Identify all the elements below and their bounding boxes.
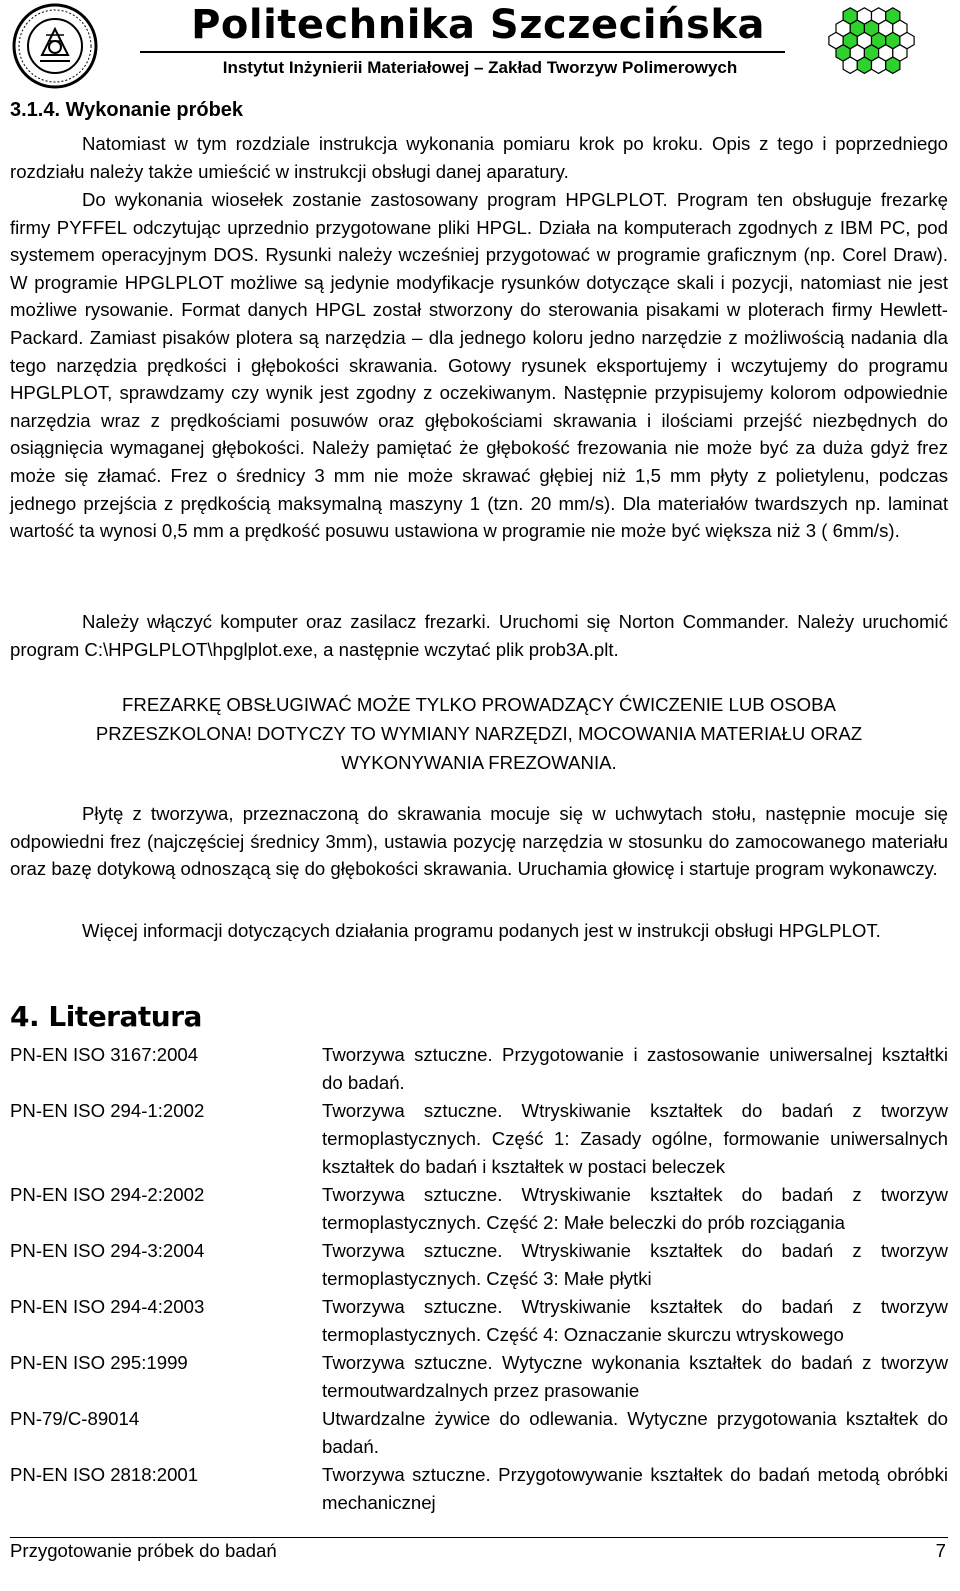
header-rule <box>140 51 785 53</box>
reference-description: Tworzywa sztuczne. Wtryskiwanie kształtek do badań z tworzyw termoplastycznych. Część 4: Oznaczanie skurczu wtryskowego <box>322 1296 948 1345</box>
section-heading: 3.1.4. Wykonanie próbek <box>10 99 244 121</box>
reference-description: Tworzywa sztuczne. Wtryskiwanie kształtek do badań z tworzyw termoplastycznych. Część 1: Zasady ogólne, formowanie uniwersalnych kształtek do badań i kształtek w postaci beleczek <box>322 1100 948 1177</box>
hexagon-institute-logo <box>818 3 948 89</box>
reference-code: PN-EN ISO 294-3:2004 <box>10 1240 205 1261</box>
paragraph-hpglplot: Do wykonania wiosełek zostanie zastosowany program HPGLPLOT. Program ten obsługuje frezarkę firmy PYFFEL odczytując uprzednio przygotowane pliki HPGL. Działa na komputerach zgodnych z IBM PC, pod systemem operacyjnym DOS. Rysunki należy wcześniej przygotować w programie graficznym (np. Corel Draw). W programie HPGLPLOT możliwe są jedynie modyfikacje rysunków dotyczące skali i pozycji, natomiast nie jest możliwe rysowanie. Format danych HPGL został stworzony do sterowania pisakami w ploterach firmy Hewlett-Packard. Zamiast pisaków plotera są narzędzia – dla jednego koloru jedno narzędzie z możliwością nadania dla tego narzędzia prędkości i głębokości skrawania. Gotowy rysunek eksportujemy i wczytujemy do programu HPGLPLOT, sprawdzamy czy wynik jest zgodny z oczekiwanym. Następnie przypisujemy kolorom odpowiednie narzędzia wraz z prędkościami posuwów oraz głębokościami skrawania i ilościami przejść niezbędnych do osiągnięcia wymaganej głębokości. Należy pamiętać że głębokość frezowania nie może być za duża gdyż frez może się złamać. Frez o średnicy 3 mm nie może skrawać głębiej niż 1,5 mm płyty z polietylenu, podczas jednego przejścia z prędkością maksymalną maszyny 1 (tzn. 20 mm/s). Dla materiałów twardszych np. laminat wartość ta wynosi 0,5 mm a prędkość posuwu ustawiona w programie nie może być większa niż 3 ( 6mm/s). <box>10 189 948 542</box>
warning-line: PRZESZKOLONA! DOTYCZY TO WYMIANY NARZĘDZI, MOCOWANIA MATERIAŁU ORAZ <box>95 723 863 744</box>
paragraph-more-info: Więcej informacji dotyczących działania programu podanych jest w instrukcji obsługi HPGLPLOT. <box>82 920 881 941</box>
institute-name: Instytut Inżynierii Materiałowej – Zakład Tworzyw Polimerowych <box>222 58 738 77</box>
footer-rule <box>10 1537 948 1538</box>
university-seal-logo <box>12 3 98 89</box>
hexagon-cell <box>872 57 886 73</box>
hexagon-cell <box>843 57 857 73</box>
reference-code: PN-EN ISO 294-2:2002 <box>10 1184 205 1205</box>
reference-code: PN-EN ISO 2818:2001 <box>10 1464 199 1485</box>
warning-line: FREZARKĘ OBSŁUGIWAĆ MOŻE TYLKO PROWADZĄCY ĆWICZENIE LUB OSOBA <box>122 694 836 715</box>
reference-description: Tworzywa sztuczne. Wytyczne wykonania kształtek do badań z tworzyw termoutwardzalnych przez prasowanie <box>322 1352 948 1401</box>
literature-heading: 4. Literatura <box>10 1000 202 1033</box>
paragraph-mounting: Płytę z tworzywa, przeznaczoną do skrawania mocuje się w uchwytach stołu, następnie mocuje się odpowiedni frez (najczęściej średnicy 3mm), ustawia pozycję narzędzia w stosunku do zamocowanego materiału oraz bazę dotykową odnoszącą się do głębokości skrawania. Uruchamia głowicę i startuje program wykonawczy. <box>10 803 948 880</box>
reference-code: PN-EN ISO 3167:2004 <box>10 1044 199 1065</box>
reference-description: Tworzywa sztuczne. Przygotowanie i zastosowanie uniwersalnej kształtki do badań. <box>322 1044 948 1093</box>
footer-title: Przygotowanie próbek do badań <box>10 1540 277 1561</box>
page-number: 7 <box>935 1540 946 1561</box>
reference-code: PN-EN ISO 295:1999 <box>10 1352 188 1373</box>
reference-description: Tworzywa sztuczne. Wtryskiwanie kształtek do badań z tworzyw termoplastycznych. Część 3: Małe płytki <box>322 1240 948 1289</box>
reference-description: Tworzywa sztuczne. Przygotowywanie kształtek do badań metodą obróbki mechanicznej <box>322 1464 948 1513</box>
reference-description: Tworzywa sztuczne. Wtryskiwanie kształtek do badań z tworzyw termoplastycznych. Część 2: Małe beleczki do prób rozciągania <box>322 1184 948 1233</box>
hexagon-cell <box>857 57 871 73</box>
reference-code: PN-EN ISO 294-1:2002 <box>10 1100 205 1121</box>
warning-line: WYKONYWANIA FREZOWANIA. <box>341 752 617 773</box>
reference-code: PN-EN ISO 294-4:2003 <box>10 1296 205 1317</box>
paragraph-startup: Należy włączyć komputer oraz zasilacz frezarki. Uruchomi się Norton Commander. Należy uruchomić program C:\HPGLPLOT\hpglplot.exe, a następnie wczytać plik prob3A.plt. <box>10 611 948 660</box>
reference-code: PN-79/C-89014 <box>10 1408 140 1429</box>
hexagon-cell <box>886 57 900 73</box>
safety-warning <box>10 690 948 777</box>
paragraph-intro: Natomiast w tym rozdziale instrukcja wykonania pomiaru krok po kroku. Opis z tego i poprzedniego rozdziału należy także umieścić w instrukcji obsługi danej aparatury. <box>10 133 948 182</box>
reference-description: Utwardzalne żywice do odlewania. Wytyczne przygotowania kształtek do badań. <box>322 1408 948 1457</box>
university-name: Politechnika Szczecińska <box>191 2 765 48</box>
